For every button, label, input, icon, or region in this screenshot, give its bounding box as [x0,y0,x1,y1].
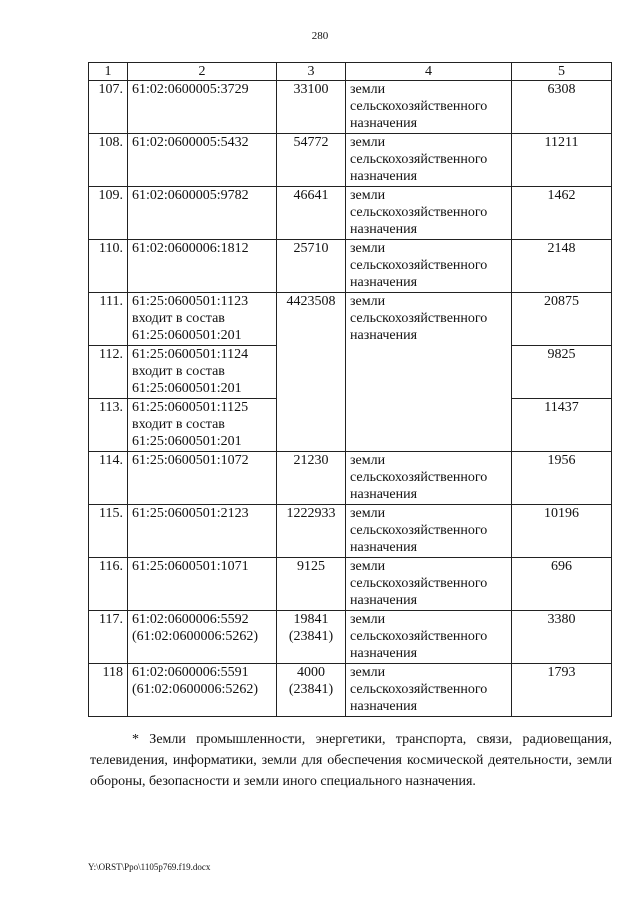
plot-value: 10196 [512,505,612,558]
column-header-2: 2 [128,63,277,81]
footnote: * Земли промышленности, энергетики, транспорта, связи, радиовещания, телевидения, информатики, земли для обеспечения космической деятельности, земли обороны, безопасности и земли иного специального назначения. [90,732,612,789]
row-number: 110. [89,240,128,293]
table-row [89,558,612,611]
cadastral-number: 61:02:0600006:5591 (61:02:0600006:5262) [128,664,277,717]
table-row [89,664,612,717]
land-category: земли сельскохозяйственного назначения [346,558,512,611]
plot-value: 3380 [512,611,612,664]
plot-area: 9125 [277,558,346,611]
table-row [89,134,612,187]
land-category: земли сельскохозяйственного назначения [346,611,512,664]
plot-value: 20875 [512,293,612,346]
row-number: 109. [89,187,128,240]
row-number: 117. [89,611,128,664]
column-header-1: 1 [89,63,128,81]
table-row [89,81,612,134]
plot-area: 33100 [277,81,346,134]
plot-value: 11211 [512,134,612,187]
plot-area: 4423508 [277,293,346,452]
column-header-4: 4 [346,63,512,81]
cadastral-number: 61:02:0600005:5432 [128,134,277,187]
cadastral-number: 61:02:0600005:3729 [128,81,277,134]
land-category: земли сельскохозяйственного назначения [346,293,512,452]
land-category: земли сельскохозяйственного назначения [346,505,512,558]
plot-value: 9825 [512,346,612,399]
cadastral-number: 61:25:0600501:1071 [128,558,277,611]
table-row [89,293,612,346]
row-number: 108. [89,134,128,187]
plot-area: 46641 [277,187,346,240]
land-category: земли сельскохозяйственного назначения [346,134,512,187]
row-number: 113. [89,399,128,452]
page-number: 280 [311,30,329,42]
land-category: земли сельскохозяйственного назначения [346,452,512,505]
plot-area: 19841 (23841) [277,611,346,664]
land-category: земли сельскохозяйственного назначения [346,81,512,134]
row-number: 112. [89,346,128,399]
cadastral-number: 61:02:0600006:1812 [128,240,277,293]
plot-area: 54772 [277,134,346,187]
column-header-3: 3 [277,63,346,81]
plot-value: 1956 [512,452,612,505]
row-number: 116. [89,558,128,611]
table-header-row [89,63,612,81]
row-number: 114. [89,452,128,505]
cadastral-number: 61:25:0600501:2123 [128,505,277,558]
table-row [89,611,612,664]
plot-value: 2148 [512,240,612,293]
table-row [89,505,612,558]
row-number: 107. [89,81,128,134]
plot-area: 1222933 [277,505,346,558]
table-row [89,240,612,293]
plot-area: 4000 (23841) [277,664,346,717]
plot-value: 1462 [512,187,612,240]
land-category: земли сельскохозяйственного назначения [346,240,512,293]
cadastral-number: 61:02:0600005:9782 [128,187,277,240]
cadastral-number: 61:02:0600006:5592 (61:02:0600006:5262) [128,611,277,664]
plot-value: 6308 [512,81,612,134]
plot-area: 25710 [277,240,346,293]
land-category: земли сельскохозяйственного назначения [346,187,512,240]
cadastral-number: 61:25:0600501:1123 входит в состав 61:25:0600501:201 [128,293,277,346]
land-plots-table [88,62,612,717]
document-file-path: Y:\ORST\Ppo\1105p769.f19.docx [88,862,211,872]
plot-value: 11437 [512,399,612,452]
cadastral-number: 61:25:0600501:1072 [128,452,277,505]
cadastral-number: 61:25:0600501:1125 входит в состав 61:25:0600501:201 [128,399,277,452]
row-number: 118 [89,664,128,717]
table-row [89,452,612,505]
cadastral-number: 61:25:0600501:1124 входит в состав 61:25:0600501:201 [128,346,277,399]
column-header-5: 5 [512,63,612,81]
row-number: 115. [89,505,128,558]
plot-area: 21230 [277,452,346,505]
plot-value: 696 [512,558,612,611]
plot-value: 1793 [512,664,612,717]
row-number: 111. [89,293,128,346]
land-category: земли сельскохозяйственного назначения [346,664,512,717]
table-row [89,187,612,240]
